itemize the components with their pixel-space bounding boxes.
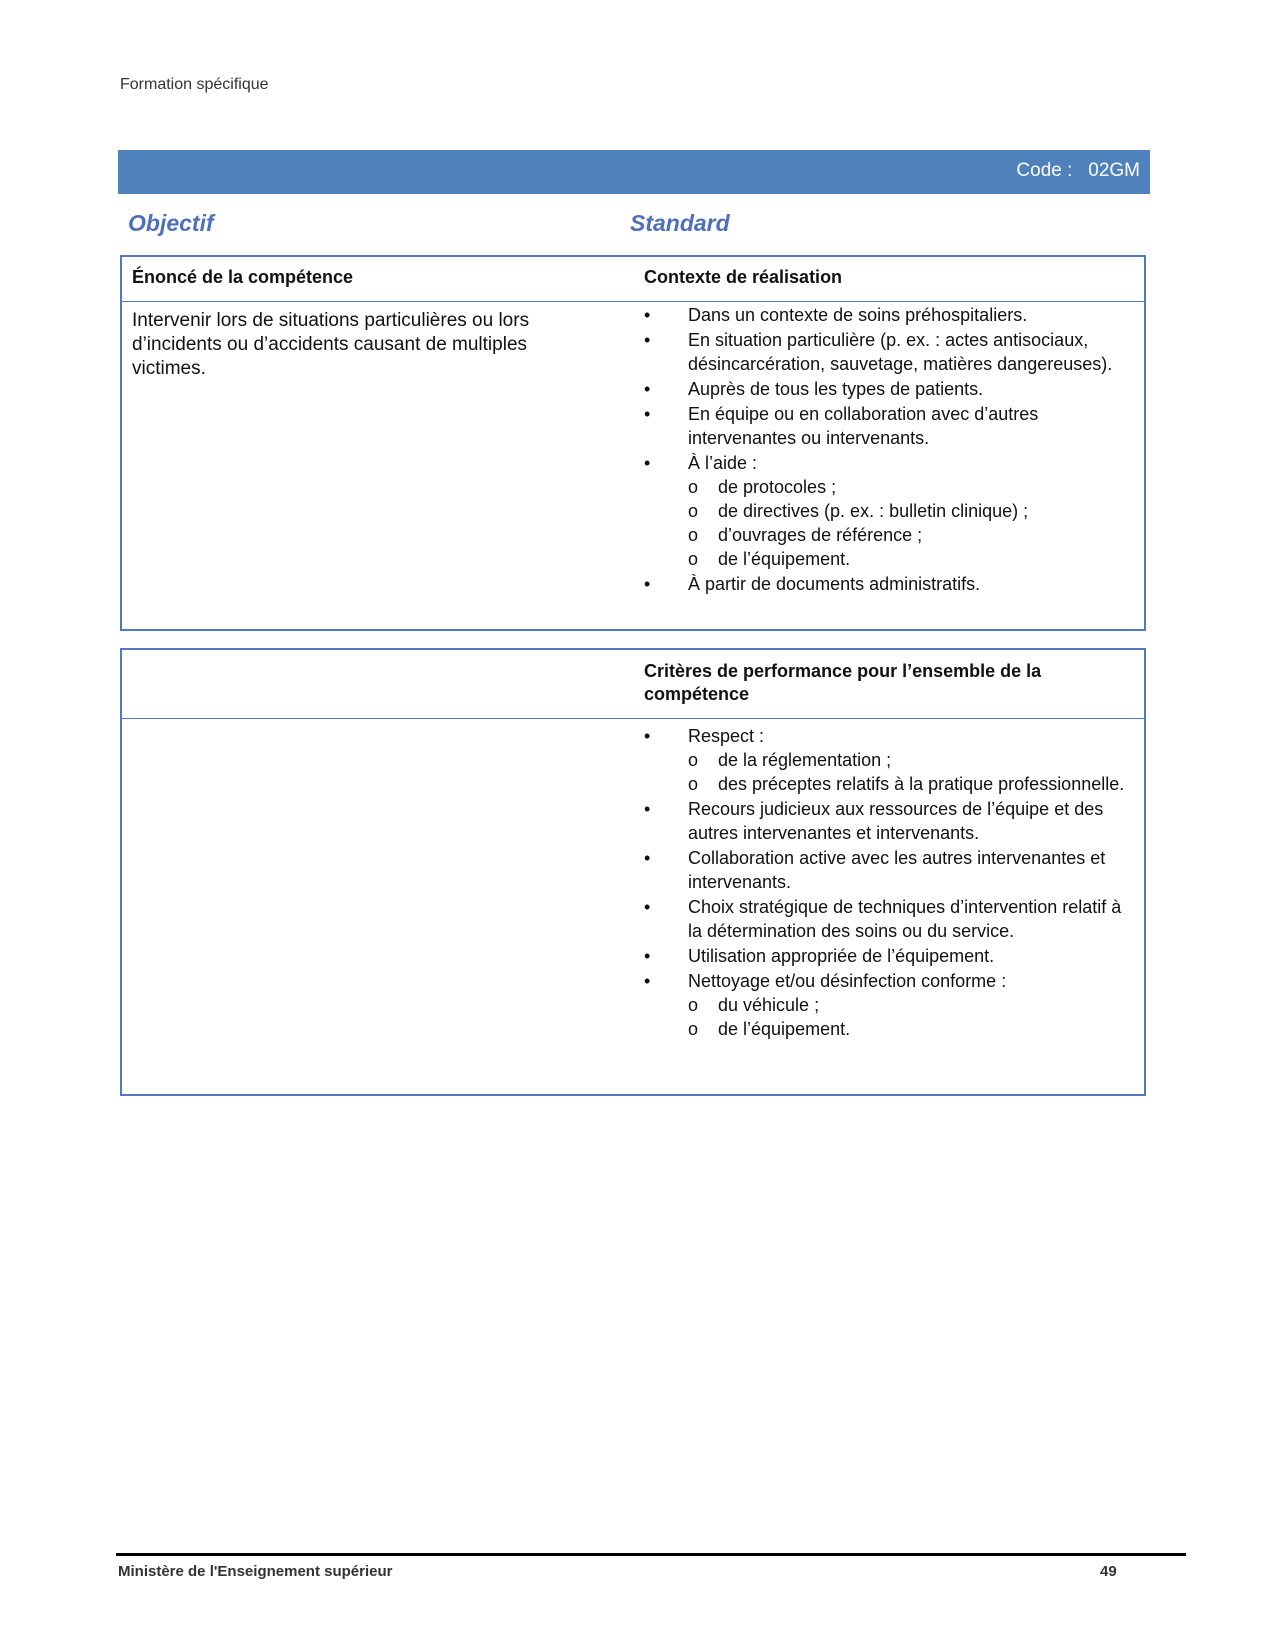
- context-item: • À l’aide : o de protocoles ; o de directives (p. ex. : bulletin clinique) ; o d’ouvrages de référence ; o de l’équipement.: [644, 451, 1136, 571]
- context-item: • En équipe ou en collaboration avec d’autres intervenantes ou intervenants.: [644, 404, 1039, 448]
- statement-header: Énoncé de la compétence: [132, 267, 354, 287]
- code-band: [118, 150, 1150, 194]
- criteria-subitem: o des préceptes relatifs à la pratique professionnelle.: [688, 774, 1125, 794]
- context-header: Contexte de réalisation: [644, 267, 843, 287]
- code-label: Code :: [1016, 160, 1073, 181]
- objective-heading: Objectif: [128, 210, 214, 236]
- criteria-header: Critères de performance pour l’ensemble de la compétence: [644, 661, 1042, 704]
- context-item: • Auprès de tous les types de patients.: [644, 379, 984, 399]
- context-subitem: o de protocoles ;: [688, 477, 837, 497]
- context-item: • En situation particulière (p. ex. : actes antisociaux, désincarcération, sauvetage, matières dangereuses).: [644, 330, 1113, 374]
- criteria-subitem: o de l’équipement.: [688, 1019, 851, 1039]
- code-value: 02GM: [1088, 160, 1140, 181]
- criteria-divider: [122, 718, 1144, 719]
- page-number: 49: [1100, 1563, 1117, 1580]
- criteria-item: • Utilisation appropriée de l’équipement.: [644, 946, 995, 966]
- context-item: • Dans un contexte de soins préhospitaliers.: [644, 305, 1028, 325]
- criteria-item: • Collaboration active avec les autres intervenantes et intervenants.: [644, 848, 1106, 892]
- context-subitem: o de l’équipement.: [688, 549, 851, 569]
- footer-ministry: Ministère de l'Enseignement supérieur: [118, 1563, 393, 1580]
- footer-rule: [116, 1553, 1186, 1556]
- running-head: Formation spécifique: [120, 76, 269, 93]
- criteria-table: [120, 648, 1146, 1096]
- criteria-item: • Nettoyage et/ou désinfection conforme : o du véhicule ; o de l’équipement.: [644, 969, 1136, 1041]
- criteria-subitem: o du véhicule ;: [688, 995, 820, 1015]
- standard-heading: Standard: [630, 210, 730, 236]
- table-divider: [122, 301, 1144, 302]
- competence-table: [120, 255, 1146, 631]
- criteria-subitem: o de la réglementation ;: [688, 750, 892, 770]
- context-subitem: o de directives (p. ex. : bulletin clinique) ;: [688, 501, 1029, 521]
- context-subitem: o d’ouvrages de référence ;: [688, 525, 923, 545]
- criteria-item: • Respect : o de la réglementation ; o des préceptes relatifs à la pratique professionnelle.: [644, 724, 1136, 796]
- criteria-list: [644, 724, 1136, 1042]
- criteria-item: • Choix stratégique de techniques d’intervention relatif à la détermination des soins ou du service.: [644, 897, 1122, 941]
- criteria-item: • Recours judicieux aux ressources de l’équipe et des autres intervenantes et intervenants.: [644, 799, 1104, 843]
- course-code: [1016, 160, 1140, 182]
- context-list: [644, 303, 1136, 597]
- context-item: • À partir de documents administratifs.: [644, 574, 981, 594]
- competence-statement: Intervenir lors de situations particulières ou lors d’incidents ou d’accidents causant de multiples victimes.: [132, 310, 530, 379]
